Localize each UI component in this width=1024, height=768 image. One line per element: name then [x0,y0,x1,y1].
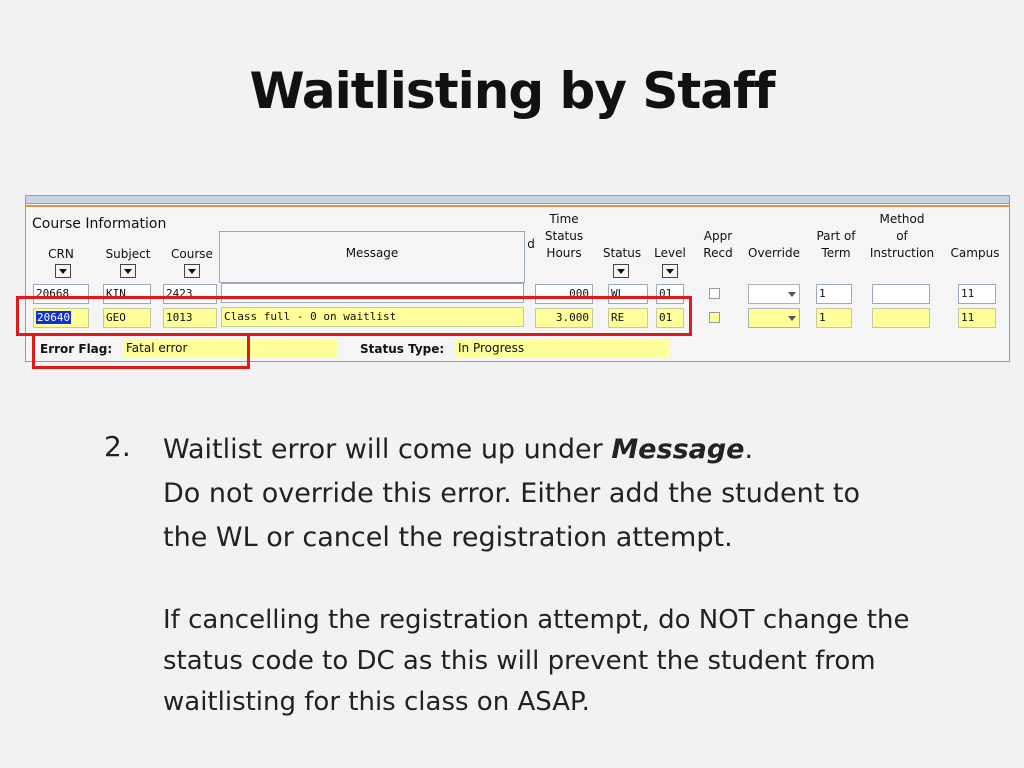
chevron-down-icon [788,316,796,321]
header-level: Level [654,246,686,260]
note-line-2: status code to DC as this will prevent the student from [163,646,876,676]
row1-method-field[interactable] [872,284,930,304]
row1-part-of-term-field[interactable]: 1 [816,284,852,304]
row1-override-select[interactable] [748,284,800,304]
row2-course-field[interactable]: 1013 [163,308,217,328]
header-override: Override [748,246,800,260]
header-appr: Appr [703,229,733,243]
row2-status-field[interactable]: RE [608,308,648,328]
status-type-label: Status Type: [360,342,445,356]
row2-override-select[interactable] [748,308,800,328]
note-paragraph [163,600,1003,723]
header-crn: CRN [48,247,74,261]
row2-crn-selected-text: 20640 [37,311,71,324]
row2-appr-checkbox[interactable] [709,312,720,323]
row2-message-field[interactable]: Class full - 0 on waitlist [221,307,524,327]
status-dropdown-icon[interactable] [613,264,629,278]
error-flag-highlight-box [32,333,250,369]
header-of: of [896,229,908,243]
row1-campus-field[interactable]: 11 [958,284,996,304]
message-emphasis: Message [611,434,745,465]
row-highlight-box [16,296,692,336]
status-type-value: In Progress [455,339,670,357]
line1-text: Waitlist error will come up under [163,434,612,465]
row1-crn-field[interactable]: 20668 [33,284,89,304]
section-title: Course Information [32,216,167,232]
header-time: Time [549,212,579,226]
header-method: Method [879,212,925,226]
header-status: Status [602,246,642,260]
slide-title: Waitlisting by Staff [249,62,775,120]
instruction-line-1 [163,428,983,472]
course-dropdown-icon[interactable] [184,264,200,278]
header-part-of: Part of [816,229,856,243]
header-campus: Campus [950,246,1000,260]
subject-dropdown-icon[interactable] [120,264,136,278]
row1-subject-field[interactable]: KIN [103,284,151,304]
row1-level-field[interactable]: 01 [656,284,684,304]
list-number: 2. [104,430,131,463]
note-line-3: waitlisting for this class on ASAP. [163,687,590,717]
header-course: Course [171,247,213,261]
row2-subject-field[interactable]: GEO [103,308,151,328]
chevron-down-icon [788,292,796,297]
form-toolbar [26,196,1009,204]
header-status-sub: Status [544,229,584,243]
note-line-1: If cancelling the registration attempt, do NOT change the [163,605,910,635]
line1-end: . [744,434,754,465]
error-flag-value: Fatal error [123,339,338,357]
instruction-line-2: Do not override this error. Either add the student to [163,478,861,509]
row2-hours-field[interactable]: 3.000 [535,308,593,328]
error-flag-label: Error Flag: [40,342,113,356]
header-recd: Recd [703,246,733,260]
header-instruction: Instruction [869,246,935,260]
row1-hours-field[interactable]: 000 [535,284,593,304]
row1-status-field[interactable]: WL [608,284,648,304]
row1-appr-checkbox[interactable] [709,288,720,299]
row1-course-field[interactable]: 2423 [163,284,217,304]
row2-campus-field[interactable]: 11 [958,308,996,328]
row2-level-field[interactable]: 01 [656,308,684,328]
header-d: d [527,237,535,251]
form-divider [26,205,1009,207]
header-subject: Subject [105,247,151,261]
instruction-paragraph [163,428,983,560]
row2-part-of-term-field[interactable]: 1 [816,308,852,328]
crn-dropdown-icon[interactable] [55,264,71,278]
row2-method-field[interactable] [872,308,930,328]
level-dropdown-icon[interactable] [662,264,678,278]
header-message: Message [345,246,399,260]
instruction-line-3: the WL or cancel the registration attempt. [163,522,733,553]
header-hours: Hours [546,246,582,260]
header-term: Term [821,246,851,260]
